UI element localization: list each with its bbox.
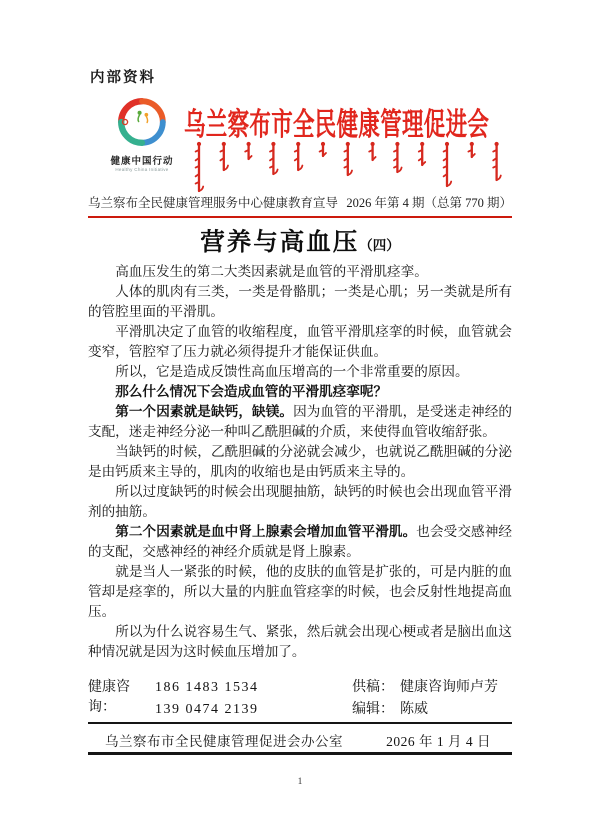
paragraph: 人体的肌肉有三类，一类是骨骼肌；一类是心肌；另一类就是所有的管腔里面的平滑肌。: [88, 284, 512, 319]
paragraph: 所以，它是造成反馈性高血压增高的一个非常重要的原因。: [115, 364, 469, 379]
logo-subtitle: Healthy China Initiative: [115, 167, 169, 172]
paragraph: 就是当人一紧张的时候，他的皮肤的血管是扩张的，可是内脏的血管却是痉挛的，所以大量的内脏血管痉挛的时候，也会反射性地提高血压。: [88, 564, 512, 619]
issue-line-right: 2026 年第 4 期（总第 770 期）: [346, 196, 512, 210]
footer-rule-bottom: [88, 752, 512, 755]
healthy-china-logo: [100, 92, 184, 172]
healthy-china-logo-icon: [111, 92, 173, 152]
office-name: 乌兰察布市全民健康管理促进会办公室: [105, 734, 343, 749]
article-title: [0, 223, 600, 258]
logo-name: 健康中国行动: [110, 156, 174, 167]
article-body: [88, 262, 512, 662]
article-title-text: 营养与高血压: [200, 229, 360, 256]
mongolian-script-icon: [192, 140, 514, 194]
footer-rule-top: [88, 722, 512, 724]
paragraph: 高血压发生的第二大类因素就是血管的平滑肌痉挛。: [115, 264, 428, 279]
contributor-label: 供稿：: [352, 680, 394, 695]
issue-date: 2026 年 1 月 4 日: [386, 734, 491, 749]
page-number: 1: [297, 777, 303, 787]
phone-number-2: 139 0474 2139: [155, 702, 259, 717]
issue-line: [88, 193, 512, 218]
masthead-org-name: 乌兰察布市全民健康管理促进会: [184, 107, 490, 143]
issue-line-left: 乌兰察布全民健康管理服务中心健康教育宣导: [88, 196, 339, 210]
phone-number-1: 186 1483 1534: [155, 680, 259, 695]
consult-label: 健康咨询：: [88, 680, 130, 715]
editor-label: 编辑：: [352, 702, 394, 717]
article-title-suffix: （四）: [359, 238, 400, 253]
paragraph: 第二个因素就是血中肾上腺素会增加血管平滑肌。也会受交感神经的支配，交感神经的神经介质就是肾上腺素。: [88, 524, 513, 559]
editor-name: 陈威: [400, 702, 428, 717]
paragraph: 所以为什么说容易生气、紧张，然后就会出现心梗或者是脑出血这种情况就是因为这时候血压增加了。: [88, 624, 512, 659]
paragraph: 第一个因素就是缺钙，缺镁。因为血管的平滑肌，是受迷走神经的支配，迷走神经分泌一种叫乙酰胆碱的介质，来使得血管收缩舒张。: [88, 404, 512, 439]
paragraph: 平滑肌决定了血管的收缩程度，血管平滑肌痉挛的时候，血管就会变窄，管腔窄了压力就必须得提升才能保证供血。: [88, 324, 512, 359]
paragraph: 当缺钙的时候，乙酰胆碱的分泌就会减少，也就说乙酰胆碱的分泌是由钙质来主导的，肌肉的收缩也是由钙质来主导的。: [88, 444, 512, 479]
contributor-name: 健康咨询师卢芳: [400, 680, 498, 695]
footer-contact: [88, 676, 512, 720]
classification-label: 内部资料: [90, 70, 156, 86]
paragraph: 那么什么情况下会造成血管的平滑肌痉挛呢？: [115, 384, 388, 399]
footer-office-row: [88, 729, 512, 751]
paragraph: 所以过度缺钙的时候会出现腿抽筋，缺钙的时候也会出现血管平滑剂的抽筋。: [88, 484, 512, 519]
